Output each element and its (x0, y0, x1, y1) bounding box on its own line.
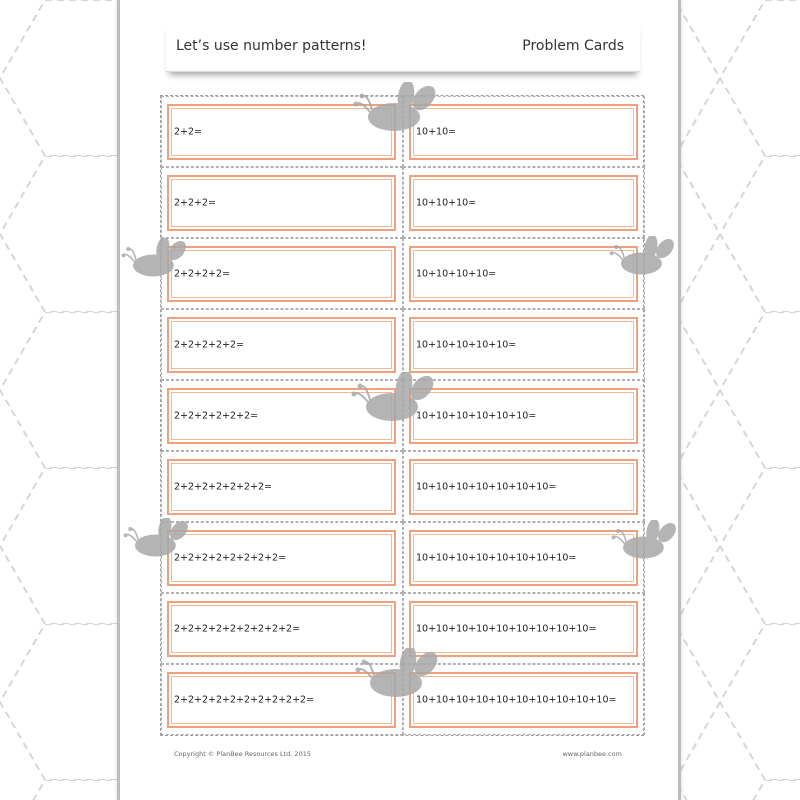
header-banner (166, 22, 640, 72)
card-cell (403, 451, 645, 522)
bee-watermark-icon (354, 648, 442, 704)
bee-watermark-icon (122, 518, 192, 562)
problem-card (409, 530, 638, 586)
problem-card (167, 246, 396, 302)
problem-card (409, 175, 638, 231)
card-text: 10+10+10+10+10+10+10+10+10= (416, 623, 597, 635)
card-text: 10+10+10+10+10+10= (416, 410, 537, 422)
card-cell (403, 522, 645, 593)
problem-card (409, 672, 638, 728)
bee-watermark-icon (350, 372, 438, 428)
card-text: 10+10+10+10+10+10+10+10= (416, 552, 577, 564)
card-text: 2+2+2+2+2+2+2+2+2= (174, 623, 301, 635)
card-cell (403, 167, 645, 238)
footer-copyright: Copyright © PlanBee Resources Ltd. 2015 (174, 750, 311, 758)
problem-card (167, 175, 396, 231)
card-text: 10+10+10+10+10= (416, 339, 517, 351)
card-text: 10+10+10= (416, 197, 477, 209)
card-cell (161, 167, 403, 238)
problem-card (167, 317, 396, 373)
bee-watermark-icon (608, 236, 678, 280)
problem-card (409, 246, 638, 302)
card-cell (161, 451, 403, 522)
problem-card (167, 459, 396, 515)
card-text: 2+2= (174, 126, 203, 138)
card-text: 2+2+2= (174, 197, 217, 209)
section-title: Problem Cards (522, 38, 624, 54)
card-text: 2+2+2+2+2+2+2+2+2+2= (174, 694, 315, 706)
card-text: 2+2+2+2+2+2+2+2= (174, 552, 287, 564)
card-text: 2+2+2+2+2= (174, 339, 245, 351)
bee-watermark-icon (610, 520, 680, 564)
card-cell (161, 309, 403, 380)
card-cell (161, 238, 403, 309)
problem-card (167, 530, 396, 586)
page-title: Let’s use number patterns! (176, 38, 367, 54)
bee-watermark-icon (120, 238, 190, 282)
card-text: 10+10+10+10= (416, 268, 497, 280)
bee-watermark-icon (352, 82, 440, 138)
footer-url: www.planbee.com (562, 750, 622, 758)
card-text: 10+10= (416, 126, 457, 138)
card-text: 2+2+2+2+2+2= (174, 410, 259, 422)
problem-card (409, 317, 638, 373)
problem-card (409, 601, 638, 657)
card-text: 10+10+10+10+10+10+10+10+10+10= (416, 694, 617, 706)
card-text: 2+2+2+2+2+2+2= (174, 481, 273, 493)
problem-card (409, 459, 638, 515)
card-cell (161, 522, 403, 593)
problem-card (409, 388, 638, 444)
problem-card (409, 104, 638, 160)
card-cell (403, 380, 645, 451)
card-text: 2+2+2+2= (174, 268, 231, 280)
card-cell (403, 309, 645, 380)
card-text: 10+10+10+10+10+10+10= (416, 481, 557, 493)
